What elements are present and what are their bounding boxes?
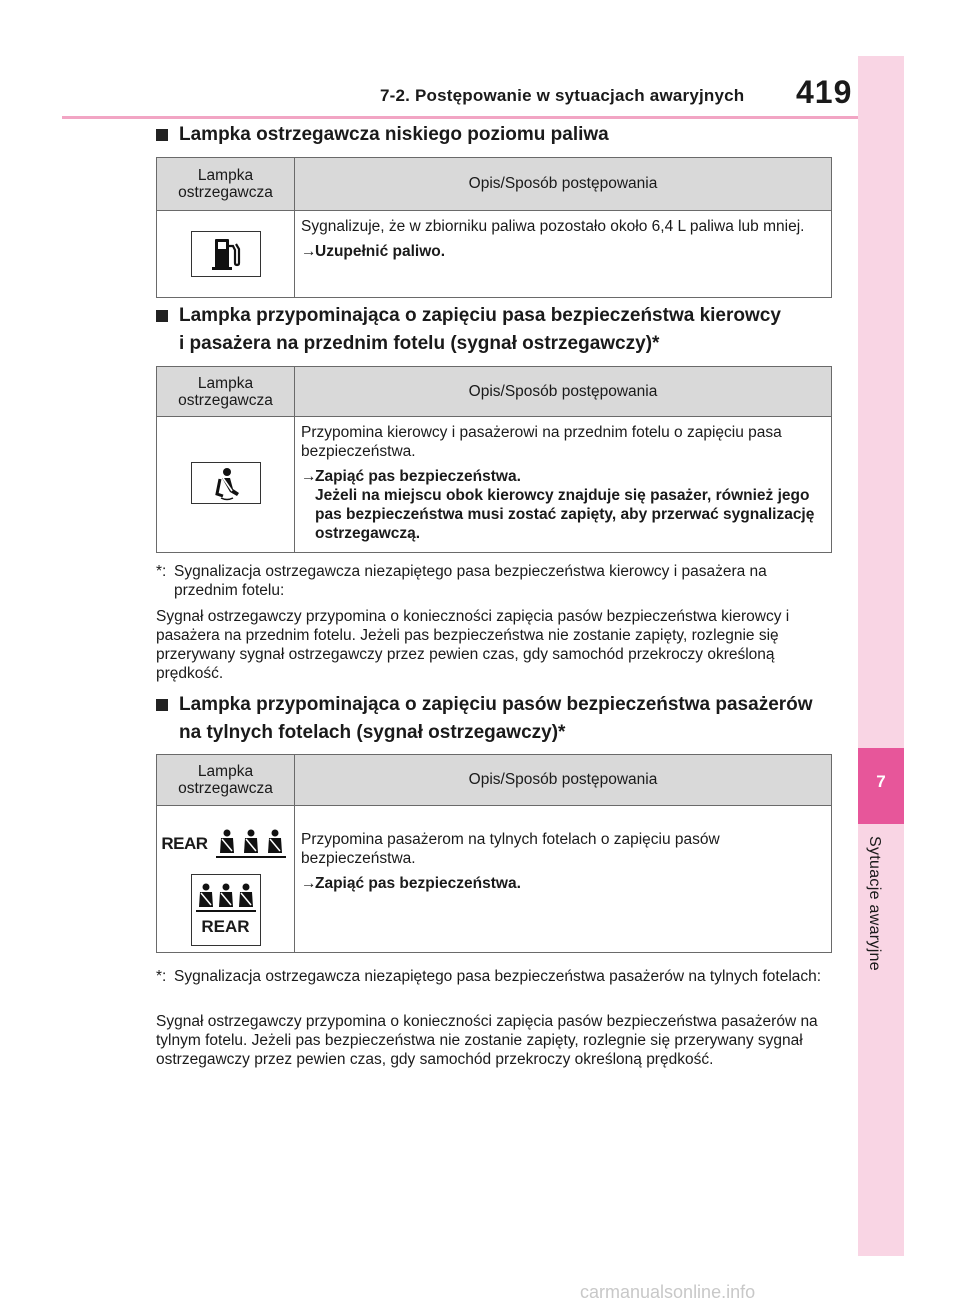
- table-row: [157, 417, 832, 553]
- chapter-label: Sytuacje awaryjne: [866, 836, 883, 971]
- footnote-front: *: Sygnalizacja ostrzegawcza niezapiętego pasa bezpieczeństwa kierowcy i pasażera na przednim fotelu:: [156, 563, 767, 599]
- page-number: 419: [796, 74, 853, 110]
- action-text: Zapiąć pas bezpieczeństwa.: [315, 875, 521, 892]
- square-bullet-icon: [156, 699, 168, 711]
- chapter-number: 7: [876, 772, 886, 791]
- action-line: [301, 242, 823, 261]
- action-detail: Jeżeli na miejscu obok kierowcy znajduje się pasażer, również jego pas bezpieczeństwa musi zostać zapięty, aby przerwać sygnalizację ostrzegawczą.: [315, 487, 815, 542]
- table-header-row: [157, 755, 832, 806]
- description-cell: [295, 806, 832, 953]
- description-text: Przypomina pasażerom na tylnych fotelach o zapięciu pasów bezpieczeństwa.: [301, 831, 720, 867]
- table-row: [157, 806, 832, 953]
- description-cell: [295, 211, 832, 298]
- chapter-side-tab: [858, 56, 904, 1256]
- lamp-cell: [157, 417, 295, 553]
- description-text: Przypomina kierowcy i pasażerowi na przednim fotelu o zapięciu pasa bezpieczeństwa.: [301, 424, 782, 460]
- square-bullet-icon: [156, 129, 168, 141]
- seatbelt-icon: [191, 462, 261, 504]
- lamp-cell: [157, 806, 295, 953]
- action-text: Zapiąć pas bezpieczeństwa.: [315, 468, 521, 485]
- header-lamp: Lampka ostrzegawcza: [157, 755, 295, 806]
- arrow-icon: →: [301, 875, 317, 892]
- seat-occupants-icon: [212, 827, 290, 861]
- front-seatbelt-table: [156, 366, 832, 553]
- header-divider: [62, 116, 858, 119]
- paragraph-rear: Sygnał ostrzegawczy przypomina o konieczności zapięcia pasów bezpieczeństwa pasażerów na tylnym fotelu. Jeżeli pas bezpieczeństwa nie zostanie zapięty, rozlegnie się przerywany sygnał ostrzegawczy przez pewien czas, gdy samochód przekroczy określoną prędkość.: [156, 1013, 818, 1068]
- section-heading-front-seatbelt: Lampka przypominająca o zapięciu pasa bezpieczeństwa kierowcy i pasażera na przednim fotelu (sygnał ostrzegawczy)*: [156, 302, 846, 358]
- lamp-cell: [157, 211, 295, 298]
- header-description: Opis/Sposób postępowania: [295, 158, 832, 211]
- section-heading-fuel: Lampka ostrzegawcza niskiego poziomu paliwa: [156, 121, 846, 149]
- action-line: [301, 874, 823, 893]
- paragraph-front: Sygnał ostrzegawczy przypomina o konieczności zapięcia pasów bezpieczeństwa kierowcy i pasażera na przednim fotelu. Jeżeli pas bezpieczeństwa nie zostanie zapięty, rozlegnie się przerywany sygnał ostrzegawczy przez pewien czas, gdy samochód przekroczy określoną prędkość.: [156, 608, 790, 682]
- action-text: Uzupełnić paliwo.: [315, 243, 446, 260]
- header-lamp: Lampka ostrzegawcza: [157, 367, 295, 417]
- watermark: carmanualsonline.info: [580, 1282, 756, 1302]
- action-line: [301, 467, 823, 543]
- arrow-icon: →: [301, 243, 317, 260]
- square-bullet-icon: [156, 310, 168, 322]
- arrow-icon: →: [301, 468, 317, 485]
- footnote-mark: *:: [156, 968, 167, 985]
- rear-seatbelt-table: [156, 754, 832, 953]
- footnote-rear: *: Sygnalizacja ostrzegawcza niezapiętego pasa bezpieczeństwa pasażerów na tylnych fotelach:: [156, 968, 822, 985]
- section-title: 7-2. Postępowanie w sytuacjach awaryjnych: [380, 86, 745, 105]
- table-header-row: [157, 158, 832, 211]
- footnote-mark: *:: [156, 563, 167, 580]
- rear-seatbelt-icon: REAR: [157, 826, 294, 862]
- table-header-row: [157, 367, 832, 417]
- header-lamp: Lampka ostrzegawcza: [157, 158, 295, 211]
- description-cell: [295, 417, 832, 553]
- header-description: Opis/Sposób postępowania: [295, 367, 832, 417]
- rear-seatbelt-icon-alt: REAR: [191, 874, 261, 946]
- fuel-warning-table: [156, 157, 832, 298]
- section-heading-rear-seatbelt: Lampka przypominająca o zapięciu pasów bezpieczeństwa pasażerów na tylnych fotelach (sygnał ostrzegawczy)*: [156, 691, 846, 747]
- description-text: Sygnalizuje, że w zbiorniku paliwa pozostało około 6,4 L paliwa lub mniej.: [301, 218, 805, 235]
- fuel-pump-icon: [191, 231, 261, 277]
- table-row: [157, 211, 832, 298]
- header-description: Opis/Sposób postępowania: [295, 755, 832, 806]
